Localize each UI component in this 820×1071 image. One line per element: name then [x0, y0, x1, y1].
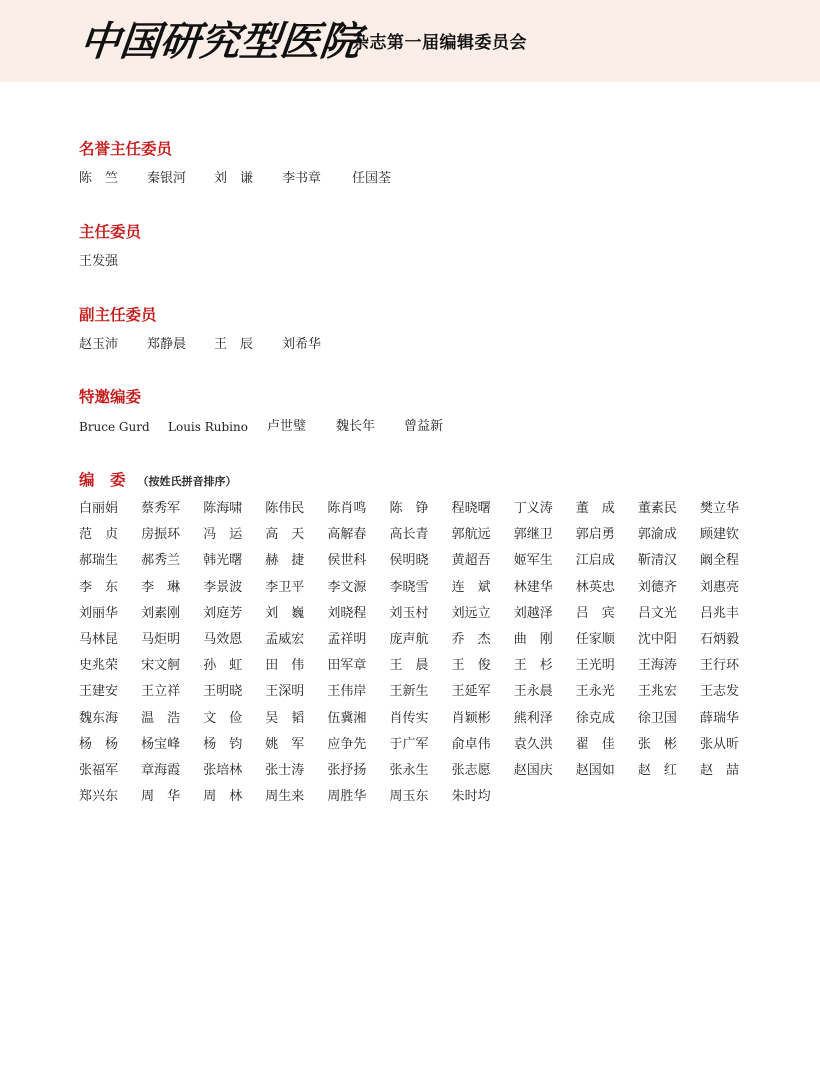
director-names	[79, 252, 779, 272]
editor-name: 王永晨	[513, 684, 553, 700]
editor-name: 孟威宏	[265, 631, 305, 647]
editor-name: 董 成	[575, 501, 615, 516]
editor-name: 郭继卫	[513, 527, 553, 543]
editor-name: 薛瑞华	[700, 710, 740, 726]
invited-name: Bruce Gurd	[79, 420, 150, 434]
editor-name: 刘 巍	[265, 605, 305, 621]
honorary-name: 李书章	[282, 171, 322, 186]
editor-name: 周 林	[203, 789, 243, 805]
editor-name: 杨 杨	[79, 736, 119, 752]
editor-name: 刘玉村	[389, 605, 429, 621]
editor-name: 孟祥明	[327, 631, 367, 647]
editor-name: 张福军	[79, 762, 119, 778]
editor-name: 王志发	[700, 684, 740, 700]
editor-name: 石炳毅	[700, 631, 740, 647]
editor-name: 郑兴东	[79, 789, 119, 805]
editor-name: 文 俭	[203, 710, 243, 726]
vice-director-name: 赵玉沛	[79, 337, 119, 352]
vice-director-title: 副主任委员	[79, 305, 157, 324]
editor-name: 王永光	[575, 684, 615, 700]
editor-name: 杨宝峰	[141, 736, 181, 752]
editor-name: 董素民	[637, 501, 677, 516]
editor-name: 王 晨	[389, 658, 429, 674]
editors-title-text: 编 委	[79, 470, 126, 489]
director-name: 王发强	[79, 254, 119, 269]
editor-name: 刘远立	[451, 605, 491, 621]
editor-name: 刘惠亮	[700, 579, 740, 595]
invited-name: Louis Rubino	[168, 420, 248, 434]
editor-name: 李晓雪	[389, 579, 429, 595]
editor-name: 张永生	[389, 762, 429, 778]
editor-name: 肖颖彬	[451, 710, 491, 726]
editor-name: 吕 宾	[575, 605, 615, 621]
vice-director-section	[79, 305, 779, 355]
editor-name: 陈肖鸣	[327, 501, 367, 516]
editors-section	[79, 470, 779, 813]
editor-name: 冯 运	[203, 527, 243, 543]
editor-name: 刘德齐	[637, 579, 677, 595]
editor-name: 周 华	[141, 789, 181, 805]
editor-name: 曲 刚	[513, 631, 553, 647]
editor-name: 阚全程	[700, 553, 740, 569]
editor-name: 连 斌	[451, 579, 491, 595]
editor-name: 丁义涛	[513, 501, 553, 516]
editor-name: 肖传实	[389, 710, 429, 726]
editor-name: 黄超吾	[451, 553, 491, 569]
journal-logo: 中国研究型医院	[77, 18, 363, 65]
editor-name: 吕文光	[637, 605, 677, 621]
editor-row	[79, 578, 779, 604]
editor-name: 伍冀湘	[327, 710, 367, 726]
editor-name: 张从昕	[700, 736, 740, 752]
editor-name: 应争先	[327, 736, 367, 752]
editor-name: 程晓曙	[451, 501, 491, 516]
editor-name: 陈伟民	[265, 501, 305, 516]
board-subtitle: 杂志第一届编辑委员会	[352, 33, 527, 53]
director-section	[79, 222, 779, 272]
vice-director-name: 王 辰	[214, 337, 254, 352]
honorary-name: 秦银河	[147, 171, 187, 186]
honorary-name: 陈 竺	[79, 171, 119, 186]
editor-name: 陈 铮	[389, 501, 429, 516]
editor-name: 张抒扬	[327, 762, 367, 778]
editor-name: 韩光曙	[203, 553, 243, 569]
editor-name: 刘越泽	[513, 605, 553, 621]
editor-name: 于广军	[389, 736, 429, 752]
editor-name: 张培林	[203, 762, 243, 778]
editor-name: 侯明晓	[389, 553, 429, 569]
editor-name: 俞卓伟	[451, 736, 491, 752]
vice-director-name: 郑静晨	[147, 337, 187, 352]
editor-name: 李卫平	[265, 579, 305, 595]
editor-name: 王深明	[265, 684, 305, 700]
header-banner	[0, 0, 820, 82]
invited-section	[79, 387, 779, 437]
editor-name: 白丽娟	[79, 501, 119, 516]
editor-name: 姚 军	[265, 736, 305, 752]
editor-row	[79, 735, 779, 761]
editor-name: 乔 杰	[451, 631, 491, 647]
honorary-name: 刘 谦	[214, 171, 254, 186]
editor-name: 王 俊	[451, 658, 491, 674]
invited-title: 特邀编委	[79, 387, 142, 406]
editor-name: 王立祥	[141, 684, 181, 700]
editor-name: 蔡秀军	[141, 501, 181, 516]
honorary-names	[79, 169, 779, 189]
editor-row	[79, 709, 779, 735]
editor-name: 张士涛	[265, 762, 305, 778]
editor-name: 周生来	[265, 789, 305, 805]
editor-name: 郭航远	[451, 527, 491, 543]
editor-name: 李景波	[203, 579, 243, 595]
director-title: 主任委员	[79, 222, 142, 241]
editor-name: 孙 虹	[203, 658, 243, 674]
editor-row	[79, 604, 779, 630]
editor-name: 王光明	[575, 658, 615, 674]
editor-name: 朱时均	[451, 789, 491, 805]
editor-name: 章海霞	[141, 762, 181, 778]
editor-name: 高 天	[265, 527, 305, 543]
editor-name: 王行环	[700, 658, 740, 674]
editor-name: 王建安	[79, 684, 119, 700]
editor-name: 王伟岸	[327, 684, 367, 700]
vice-director-names	[79, 335, 779, 355]
editor-name: 范 贞	[79, 527, 119, 543]
editor-row	[79, 525, 779, 551]
editor-name: 江启成	[575, 553, 615, 569]
editor-name: 王 杉	[513, 658, 553, 674]
editor-name: 赫 捷	[265, 553, 305, 569]
editor-name: 吴 韬	[265, 710, 305, 726]
invited-name: 魏长年	[336, 419, 376, 434]
editor-name: 张志愿	[451, 762, 491, 778]
editor-name: 田军章	[327, 658, 367, 674]
editor-name: 郝瑞生	[79, 553, 119, 569]
editor-name: 王兆宏	[637, 684, 677, 700]
editor-name: 翟 佳	[575, 736, 615, 752]
editor-name: 林建华	[513, 579, 553, 595]
editor-row	[79, 682, 779, 708]
editor-name: 吕兆丰	[700, 605, 740, 621]
editor-name: 顾建钦	[700, 527, 740, 543]
editors-sort-note: （按姓氏拼音排序）	[137, 475, 237, 488]
honorary-name: 任国荃	[352, 171, 392, 186]
editor-name: 徐克成	[575, 710, 615, 726]
editor-name: 赵国庆	[513, 762, 553, 778]
editor-name: 徐卫国	[637, 710, 677, 726]
editor-name: 李 琳	[141, 579, 181, 595]
editors-title	[79, 470, 779, 492]
editor-name: 高长青	[389, 527, 429, 543]
editor-name: 周胜华	[327, 789, 367, 805]
honorary-section	[79, 139, 779, 189]
editor-name: 马效恩	[203, 631, 243, 647]
invited-names	[79, 417, 779, 437]
invited-name: 曾益新	[404, 419, 444, 434]
editor-name: 熊利泽	[513, 710, 553, 726]
editor-name: 姬军生	[513, 553, 553, 569]
editor-name: 刘素刚	[141, 605, 181, 621]
editor-row	[79, 499, 779, 525]
editor-row	[79, 656, 779, 682]
editor-name: 李文源	[327, 579, 367, 595]
editor-name: 袁久洪	[513, 736, 553, 752]
editor-name: 魏东海	[79, 710, 119, 726]
editor-name: 郭渝成	[637, 527, 677, 543]
editor-name: 郝秀兰	[141, 553, 181, 569]
editor-name: 高解春	[327, 527, 367, 543]
editor-name: 马炬明	[141, 631, 181, 647]
editor-name: 刘庭芳	[203, 605, 243, 621]
editor-name: 史兆荣	[79, 658, 119, 674]
editor-name: 宋文舸	[141, 658, 181, 674]
editor-name: 林英忠	[575, 579, 615, 595]
editor-name: 王明晓	[203, 684, 243, 700]
editor-name: 赵国如	[575, 762, 615, 778]
editor-name: 樊立华	[700, 501, 740, 516]
editor-name: 陈海啸	[203, 501, 243, 516]
editor-name: 赵 喆	[700, 762, 740, 778]
editor-name: 房振环	[141, 527, 181, 543]
editor-name: 周玉东	[389, 789, 429, 805]
editor-name: 温 浩	[141, 710, 181, 726]
editor-name: 王海涛	[637, 658, 677, 674]
editor-row	[79, 761, 779, 787]
vice-director-name: 刘希华	[282, 337, 322, 352]
editor-name: 王新生	[389, 684, 429, 700]
invited-name: 卢世璧	[267, 419, 307, 434]
honorary-title: 名誉主任委员	[79, 139, 173, 158]
editor-name: 靳清汉	[637, 553, 677, 569]
editor-name: 刘丽华	[79, 605, 119, 621]
editor-name: 马林昆	[79, 631, 119, 647]
editor-name: 侯世科	[327, 553, 367, 569]
editor-name: 郭启勇	[575, 527, 615, 543]
editor-row	[79, 787, 779, 813]
editor-name: 杨 钧	[203, 736, 243, 752]
editor-row	[79, 630, 779, 656]
editor-name: 田 伟	[265, 658, 305, 674]
editor-name: 张 彬	[637, 736, 677, 752]
editor-name: 任家顺	[575, 631, 615, 647]
editor-name: 庞声航	[389, 631, 429, 647]
editor-name: 刘晓程	[327, 605, 367, 621]
editor-row	[79, 551, 779, 577]
editor-name: 王延军	[451, 684, 491, 700]
editor-name: 赵 红	[637, 762, 677, 778]
editor-name: 沈中阳	[637, 631, 677, 647]
editors-grid	[79, 499, 779, 813]
editor-name: 李 东	[79, 579, 119, 595]
